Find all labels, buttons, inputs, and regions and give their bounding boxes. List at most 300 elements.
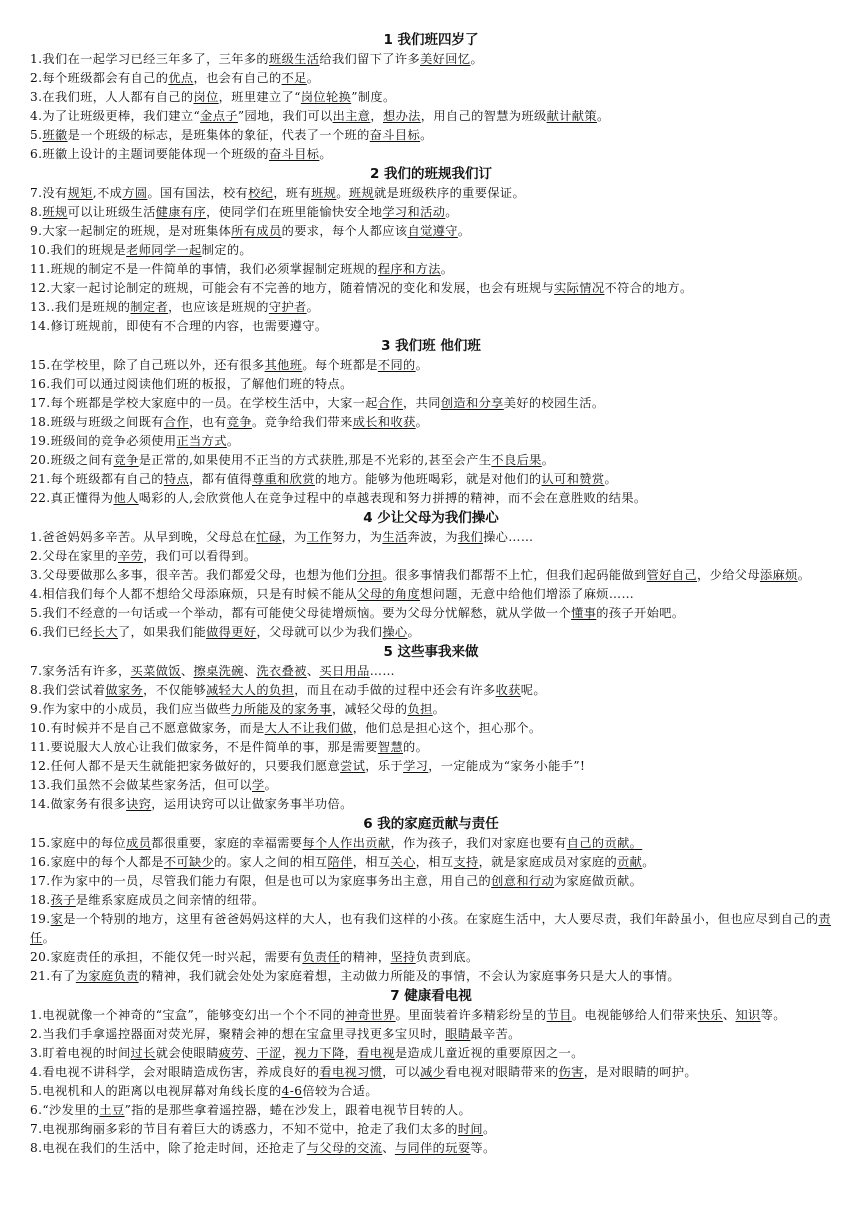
underlined-keyword: 坚持 bbox=[390, 950, 416, 964]
underlined-keyword: 班级生活 bbox=[269, 52, 320, 66]
text-run: ，也有 bbox=[189, 415, 227, 429]
lesson-title: 7 健康看电视 bbox=[390, 988, 472, 1004]
text-run: 4.看电视不讲科学，会对眼睛造成伤害，养成良好的 bbox=[30, 1065, 320, 1079]
text-run: 。竞争给我们带来 bbox=[252, 415, 353, 429]
underlined-keyword: 正当方式 bbox=[176, 434, 227, 448]
lesson-title: 5 这些事我来做 bbox=[383, 644, 479, 660]
numbered-point bbox=[30, 872, 832, 891]
underlined-keyword: 尊重和欣赏 bbox=[252, 472, 315, 486]
underlined-keyword: 合作 bbox=[163, 415, 190, 429]
underlined-keyword: 创造和分享 bbox=[440, 396, 504, 410]
text-run: ，他们总是担心这个，担心那个。 bbox=[352, 721, 542, 735]
text-run: ，作为孩子，我们对家庭也要有 bbox=[390, 836, 567, 850]
text-run: ，相互 bbox=[352, 855, 391, 869]
numbered-point bbox=[30, 547, 832, 566]
underlined-keyword: 支持 bbox=[453, 855, 479, 869]
text-run: 5.我们不经意的一句话或一个举动，都有可能使父母徒增烦恼。要为父母分忧解愁，就从学做一个 bbox=[30, 606, 572, 620]
text-run: 13.我们虽然不会做某些家务活，但可以 bbox=[30, 778, 252, 792]
numbered-point bbox=[30, 88, 832, 107]
underlined-keyword: 不可缺少 bbox=[163, 855, 215, 869]
numbered-point bbox=[30, 470, 832, 489]
underlined-keyword: 疲劳 bbox=[218, 1046, 244, 1060]
text-run: 看电视对眼睛带来的 bbox=[445, 1065, 559, 1079]
numbered-point bbox=[30, 738, 832, 757]
numbered-point bbox=[30, 1120, 832, 1139]
text-run: ，班有 bbox=[273, 186, 312, 200]
underlined-keyword: 看电视 bbox=[357, 1046, 395, 1060]
underlined-keyword: 健康有序 bbox=[155, 205, 207, 219]
numbered-point bbox=[30, 260, 832, 279]
text-run: 不符合的地方。 bbox=[604, 281, 693, 295]
text-run: 就是班级秩序的重要保证。 bbox=[374, 186, 526, 200]
text-run: ，我们可以看得到。 bbox=[143, 549, 257, 563]
text-run: ，也应该是班规的 bbox=[168, 300, 269, 314]
text-run: 18. bbox=[30, 893, 51, 907]
underlined-keyword: 操心 bbox=[382, 625, 408, 639]
underlined-keyword: 与同伴的玩耍 bbox=[394, 1141, 471, 1155]
text-run: ，不仅能够 bbox=[143, 683, 207, 697]
underlined-keyword: 老师同学一起 bbox=[126, 243, 202, 257]
numbered-point bbox=[30, 1044, 832, 1063]
text-run: 。 bbox=[797, 568, 811, 582]
text-run: 的精神， bbox=[340, 950, 391, 964]
text-run: ， bbox=[344, 1046, 358, 1060]
text-run: ，可以 bbox=[382, 1065, 421, 1079]
underlined-keyword: 做得更好 bbox=[206, 625, 257, 639]
underlined-keyword: 负担 bbox=[407, 702, 433, 716]
text-run: 制定的。 bbox=[201, 243, 252, 257]
underlined-keyword: 合作 bbox=[377, 396, 404, 410]
underlined-keyword: 长大 bbox=[92, 625, 118, 639]
numbered-point bbox=[30, 948, 832, 967]
numbered-point bbox=[30, 700, 832, 719]
underlined-keyword: 买日用品 bbox=[319, 664, 370, 678]
underlined-keyword: 智慧 bbox=[377, 740, 404, 754]
underlined-keyword: 节目 bbox=[546, 1008, 572, 1022]
text-run: ，运用诀窍可以让做家务事半功倍。 bbox=[151, 797, 353, 811]
numbered-point bbox=[30, 891, 832, 910]
text-run: 。 bbox=[483, 1122, 496, 1136]
underlined-keyword: 成员 bbox=[126, 836, 152, 850]
numbered-point bbox=[30, 184, 832, 203]
text-run: 给我们留下了许多 bbox=[319, 52, 421, 66]
text-run: 。 bbox=[541, 453, 555, 467]
text-run: 17.每个班都是学校大家庭中的一员。在学校生活中，大家一起 bbox=[30, 396, 378, 410]
underlined-keyword: 实际情况 bbox=[554, 281, 605, 295]
text-run: 。 bbox=[336, 186, 349, 200]
underlined-keyword: 视力下降 bbox=[294, 1046, 345, 1060]
underlined-keyword: 力所能及的家务事 bbox=[231, 702, 332, 716]
text-run: ，一定能成为“家务小能手”! bbox=[428, 759, 586, 773]
numbered-point bbox=[30, 317, 832, 336]
underlined-keyword: 收获 bbox=[495, 683, 521, 697]
text-run: 19. bbox=[30, 912, 51, 926]
underlined-keyword: 特点 bbox=[163, 472, 190, 486]
underlined-keyword: 大人不让我们做 bbox=[264, 721, 353, 735]
text-run: 3.父母要做那么多事，很辛苦。我们都爱父母，也想为他们 bbox=[30, 568, 358, 582]
text-run: 想问题，无意中给他们增添了麻烦…… bbox=[420, 587, 635, 601]
text-run: 。 bbox=[457, 224, 471, 238]
numbered-point bbox=[30, 375, 832, 394]
text-run: ，减轻父母的 bbox=[331, 702, 408, 716]
lesson-title: 6 我的家庭贡献与责任 bbox=[363, 816, 499, 832]
text-run: 就会使眼睛 bbox=[155, 1046, 219, 1060]
text-run: 12.大家一起讨论制定的班规，可能会有不完善的地方，随着情况的变化和发展，也会有班规与 bbox=[30, 281, 555, 295]
underlined-keyword: 所有成员 bbox=[231, 224, 282, 238]
underlined-keyword: 规矩 bbox=[67, 186, 93, 200]
underlined-keyword: 伤害 bbox=[558, 1065, 584, 1079]
underlined-keyword: 自觉遵守 bbox=[407, 224, 458, 238]
text-run: 负责到底。 bbox=[415, 950, 479, 964]
text-run: ，也会有自己的 bbox=[193, 71, 282, 85]
numbered-point bbox=[30, 853, 832, 872]
text-run: 9.大家一起制定的班规，是对班集体 bbox=[30, 224, 232, 238]
text-run: …… bbox=[369, 664, 395, 678]
text-run: ，而且在动手做的过程中还会有许多 bbox=[294, 683, 496, 697]
text-run: 17.作为家中的一员，尽管我们能力有限，但是也可以为家庭事务出主意，用自己的 bbox=[30, 874, 492, 888]
text-run: 22.真正懂得为 bbox=[30, 491, 114, 505]
underlined-keyword: 奋斗目标 bbox=[269, 147, 320, 161]
text-run: ，共同 bbox=[403, 396, 441, 410]
underlined-keyword: 我们 bbox=[457, 530, 484, 544]
text-run: 18.班级与班级之间既有 bbox=[30, 415, 164, 429]
numbered-point bbox=[30, 50, 832, 69]
text-run: 美好的校园生活。 bbox=[503, 396, 605, 410]
underlined-keyword: 守护者 bbox=[268, 300, 307, 314]
text-run: 、 bbox=[243, 1046, 257, 1060]
numbered-point bbox=[30, 279, 832, 298]
underlined-keyword: 干涩 bbox=[256, 1046, 282, 1060]
text-run: 16.家庭中的每个人都是 bbox=[30, 855, 164, 869]
text-run: 奔波，为 bbox=[407, 530, 458, 544]
underlined-keyword: 竞争 bbox=[113, 453, 139, 467]
lesson-title: 2 我们的班规我们订 bbox=[369, 166, 493, 182]
text-run: 。很多事情我们都帮不上忙，但我们起码能做到 bbox=[382, 568, 647, 582]
underlined-keyword: 美好回忆 bbox=[420, 52, 471, 66]
numbered-point bbox=[30, 967, 832, 986]
text-run: ，少给父母 bbox=[697, 568, 760, 582]
underlined-keyword: 减少 bbox=[420, 1065, 446, 1079]
underlined-keyword: 陪伴 bbox=[327, 855, 353, 869]
text-run: 。 bbox=[306, 300, 320, 314]
underlined-keyword: 学习和活动 bbox=[382, 205, 446, 219]
text-run: ”制度。 bbox=[351, 90, 396, 104]
underlined-keyword: 岗位轮换 bbox=[300, 90, 352, 104]
underlined-keyword: 做家务 bbox=[105, 683, 144, 697]
text-run: 7.家务活有许多， bbox=[30, 664, 131, 678]
text-run: 。 bbox=[415, 358, 429, 372]
text-run: ，班里建立了“ bbox=[218, 90, 301, 104]
text-run: ， bbox=[370, 109, 383, 123]
underlined-keyword: 父母的角度 bbox=[357, 587, 421, 601]
text-run: 1.电视就像一个神奇的“宝盒”，能够变幻出一个个不同的 bbox=[30, 1008, 346, 1022]
text-run: 、 bbox=[180, 664, 194, 678]
text-run: ，乐于 bbox=[365, 759, 404, 773]
underlined-keyword: 时间 bbox=[457, 1122, 484, 1136]
text-run: 倍较为合适。 bbox=[302, 1084, 378, 1098]
underlined-keyword: 知识 bbox=[735, 1008, 761, 1022]
text-run: 12.任何人都不是天生就能把家务做好的，只要我们愿意 bbox=[30, 759, 341, 773]
text-run: 了，如果我们能 bbox=[117, 625, 207, 639]
text-run: 16.我们可以通过阅读他们班的板报，了解他们班的特点。 bbox=[30, 377, 353, 391]
text-run: 。 bbox=[604, 472, 618, 486]
text-run: ，都有值得 bbox=[189, 472, 252, 486]
underlined-keyword: 他人 bbox=[113, 491, 139, 505]
text-run: ， bbox=[281, 1046, 295, 1060]
text-run: 4.相信我们每个人都不想给父母添麻烦，只是有时候不能从 bbox=[30, 587, 358, 601]
numbered-point bbox=[30, 451, 832, 470]
underlined-keyword: 班规 bbox=[311, 186, 337, 200]
numbered-point bbox=[30, 203, 832, 222]
text-run: 为家庭做贡献。 bbox=[554, 874, 643, 888]
lesson-title: 4 少让父母为我们操心 bbox=[363, 510, 499, 526]
numbered-point bbox=[30, 604, 832, 623]
underlined-keyword: 神奇世界 bbox=[345, 1008, 396, 1022]
numbered-point bbox=[30, 566, 832, 585]
underlined-keyword: 分担 bbox=[357, 568, 383, 582]
text-run: 5. bbox=[30, 128, 43, 142]
underlined-keyword: 班徽 bbox=[42, 128, 68, 142]
underlined-keyword: 4-6 bbox=[281, 1084, 303, 1098]
underlined-keyword: 擦桌洗碗 bbox=[193, 664, 244, 678]
text-run: 5.电视机和人的距离以电视屏幕对角线长度的 bbox=[30, 1084, 282, 1098]
numbered-point bbox=[30, 757, 832, 776]
text-run: 、 bbox=[722, 1008, 736, 1022]
text-run: 。 bbox=[226, 434, 240, 448]
underlined-keyword: 为家庭负责 bbox=[75, 969, 139, 983]
text-run: 1.我们在一起学习已经三年多了，三年多的 bbox=[30, 52, 270, 66]
text-run: 。 bbox=[407, 625, 421, 639]
text-run: 。 bbox=[642, 855, 655, 869]
underlined-keyword: 想办法 bbox=[382, 109, 421, 123]
underlined-keyword: 不同的 bbox=[377, 358, 416, 372]
underlined-keyword: 学习 bbox=[403, 759, 429, 773]
lesson-title: 1 我们班四岁了 bbox=[383, 32, 479, 48]
numbered-point bbox=[30, 432, 832, 451]
text-run: 9.作为家中的小成员，我们应当做些 bbox=[30, 702, 232, 716]
underlined-keyword: 方圆 bbox=[122, 186, 148, 200]
numbered-point bbox=[30, 776, 832, 795]
underlined-keyword: 竞争 bbox=[226, 415, 253, 429]
text-run: 。 bbox=[445, 205, 458, 219]
text-run: ，为 bbox=[281, 530, 307, 544]
text-run: 操心…… bbox=[483, 530, 534, 544]
underlined-keyword: 奋斗目标 bbox=[369, 128, 421, 142]
text-run: 呢。 bbox=[520, 683, 546, 697]
underlined-keyword: 土豆 bbox=[99, 1103, 125, 1117]
numbered-point bbox=[30, 394, 832, 413]
text-run: 11.班规的制定不是一件简单的事情，我们必须掌握制定班规的 bbox=[30, 262, 378, 276]
underlined-keyword: 关心 bbox=[390, 855, 416, 869]
underlined-keyword: 制定者 bbox=[130, 300, 169, 314]
numbered-point bbox=[30, 795, 832, 814]
text-run: 。 bbox=[432, 702, 446, 716]
numbered-point bbox=[30, 681, 832, 700]
text-run: ，父母就可以少为我们 bbox=[256, 625, 383, 639]
numbered-point bbox=[30, 356, 832, 375]
numbered-point bbox=[30, 1082, 832, 1101]
text-run: 19.班级间的竞争必须使用 bbox=[30, 434, 177, 448]
underlined-keyword: 快乐 bbox=[697, 1008, 723, 1022]
text-run: ，相互 bbox=[415, 855, 454, 869]
text-run: 。每个班都是 bbox=[302, 358, 378, 372]
underlined-keyword: 与父母的交流 bbox=[306, 1141, 383, 1155]
text-run: 是一个特别的地方，这里有爸爸妈妈这样的大人，也有我们这样的小孩。在家庭生活中，大人要尽责，我们年龄虽小，但也应尽到自己的 bbox=[63, 912, 819, 926]
text-run: 3.在我们班，人人都有自己的 bbox=[30, 90, 194, 104]
numbered-point bbox=[30, 834, 832, 853]
underlined-keyword: 责任 bbox=[30, 912, 832, 945]
text-run: 。 bbox=[420, 128, 433, 142]
underlined-keyword: 成长和收获 bbox=[352, 415, 416, 429]
text-run: 4.为了让班级更棒，我们建立“ bbox=[30, 109, 201, 123]
underlined-keyword: 过长 bbox=[130, 1046, 156, 1060]
underlined-keyword: 生活 bbox=[382, 530, 408, 544]
underlined-keyword: 校纪 bbox=[248, 186, 274, 200]
underlined-keyword: 程序和方法 bbox=[377, 262, 441, 276]
text-run: 20.家庭责任的承担，不能仅凭一时兴起，需要有 bbox=[30, 950, 303, 964]
text-run: 。 bbox=[440, 262, 454, 276]
text-run: 努力，为 bbox=[331, 530, 383, 544]
text-run: ，是对眼睛的呵护。 bbox=[583, 1065, 698, 1079]
text-run: 是正常的,如果使用不正当的方式获胜,那是不光彩的,甚至会产生 bbox=[138, 453, 492, 467]
text-run: 的要求，每个人都应该 bbox=[281, 224, 408, 238]
text-run: 、 bbox=[243, 664, 257, 678]
text-run: ，用自己的智慧为班级 bbox=[420, 109, 547, 123]
text-run: 的精神，我们就会处处为家庭着想，主动做力所能及的事情，不会认为家庭事务只是大人的事情。 bbox=[138, 969, 680, 983]
text-run: 最辛苦。 bbox=[470, 1027, 521, 1041]
text-run: 6.我们已经 bbox=[30, 625, 93, 639]
underlined-keyword: 看电视习惯 bbox=[319, 1065, 383, 1079]
underlined-keyword: 辛劳 bbox=[117, 549, 144, 563]
text-run: 8. bbox=[30, 205, 43, 219]
underlined-keyword: 眼睛 bbox=[445, 1027, 471, 1041]
underlined-keyword: 工作 bbox=[306, 530, 332, 544]
text-run: 。电视能够给人们带来 bbox=[571, 1008, 698, 1022]
numbered-point bbox=[30, 69, 832, 88]
text-run: 8.电视在我们的生活中，除了抢走时间，还抢走了 bbox=[30, 1141, 307, 1155]
text-run: 等。 bbox=[470, 1141, 496, 1155]
text-run: 13..我们是班规的 bbox=[30, 300, 131, 314]
underlined-keyword: 优点 bbox=[168, 71, 194, 85]
text-run: 的地方。能够为他班喝彩，就是对他们的 bbox=[314, 472, 542, 486]
underlined-keyword: 贡献 bbox=[617, 855, 643, 869]
text-run: 、 bbox=[382, 1141, 395, 1155]
underlined-keyword: 减轻大人的负担 bbox=[206, 683, 295, 697]
numbered-point bbox=[30, 489, 832, 508]
numbered-point bbox=[30, 126, 832, 145]
text-run: 。 bbox=[319, 147, 332, 161]
underlined-keyword: 负责任 bbox=[302, 950, 341, 964]
text-run: 8.我们尝试着 bbox=[30, 683, 106, 697]
text-run: 21.有了 bbox=[30, 969, 76, 983]
underlined-keyword: 其他班 bbox=[264, 358, 303, 372]
text-run: 。里面装着许多精彩纷呈的 bbox=[395, 1008, 547, 1022]
text-run: 2.每个班级都会有自己的 bbox=[30, 71, 169, 85]
numbered-point bbox=[30, 1139, 832, 1158]
numbered-point bbox=[30, 910, 832, 948]
text-run: 15.家庭中的每位 bbox=[30, 836, 127, 850]
text-run: ，就是家庭成员对家庭的 bbox=[478, 855, 618, 869]
text-run: 15.在学校里，除了自己班以外，还有很多 bbox=[30, 358, 265, 372]
text-run: 等。 bbox=[760, 1008, 786, 1022]
text-run: 。 bbox=[596, 109, 610, 123]
text-run: 21.每个班级都有自己的 bbox=[30, 472, 164, 486]
text-run: 14.做家务有很多 bbox=[30, 797, 127, 811]
text-run: ，使同学们在班里能愉快安全地 bbox=[206, 205, 383, 219]
underlined-keyword: 诀窍 bbox=[126, 797, 152, 811]
text-run: 的孩子开始吧。 bbox=[596, 606, 685, 620]
text-run: 11.要说服大人放心让我们做家务，不是件简单的事，那是需要 bbox=[30, 740, 378, 754]
underlined-keyword: 不足 bbox=[281, 71, 307, 85]
lesson-title: 3 我们班 他们班 bbox=[381, 338, 481, 354]
underlined-keyword: 自己的贡献。 bbox=[566, 836, 643, 850]
underlined-keyword: 学 bbox=[251, 778, 265, 792]
text-run: 7.没有 bbox=[30, 186, 68, 200]
text-run: 、 bbox=[306, 664, 320, 678]
text-run: 是一个班级的标志，是班集体的象征，代表了一个班的 bbox=[67, 128, 370, 142]
underlined-keyword: 孩子 bbox=[50, 893, 76, 907]
underlined-keyword: 添麻烦 bbox=[759, 568, 798, 582]
text-run: ”园地，我们可以 bbox=[237, 109, 333, 123]
text-run: 。 bbox=[415, 415, 429, 429]
text-run: 是造成儿童近视的重要原因之一。 bbox=[394, 1046, 584, 1060]
underlined-keyword: 买菜做饭 bbox=[130, 664, 181, 678]
text-run: 。 bbox=[306, 71, 320, 85]
numbered-point bbox=[30, 662, 832, 681]
text-run: 。 bbox=[470, 52, 484, 66]
text-run: 。 bbox=[264, 778, 278, 792]
numbered-point bbox=[30, 1025, 832, 1044]
text-run: 7.电视那绚丽多彩的节目有着巨大的诱惑力，不知不觉中，抢走了我们太多的 bbox=[30, 1122, 458, 1136]
underlined-keyword: 懂事 bbox=[571, 606, 597, 620]
numbered-point bbox=[30, 241, 832, 260]
underlined-keyword: 每个人作出贡献 bbox=[302, 836, 391, 850]
underlined-keyword: 金点子 bbox=[200, 109, 238, 123]
numbered-point bbox=[30, 145, 832, 164]
text-run: 10.有时候并不是自己不愿意做家务，而是 bbox=[30, 721, 265, 735]
numbered-point bbox=[30, 1101, 832, 1120]
numbered-point bbox=[30, 719, 832, 738]
underlined-keyword: 尝试 bbox=[340, 759, 366, 773]
numbered-point bbox=[30, 585, 832, 604]
text-run: 2.当我们手拿遥控器面对荧光屏，聚精会神的想在宝盒里寻找更多宝贝时， bbox=[30, 1027, 446, 1041]
text-run: 14.修订班规前，即使有不合理的内容，也需要遵守。 bbox=[30, 319, 328, 333]
underlined-keyword: 班规 bbox=[348, 186, 375, 200]
underlined-keyword: 出主意 bbox=[332, 109, 371, 123]
numbered-point bbox=[30, 623, 832, 642]
underlined-keyword: 不良后果 bbox=[491, 453, 542, 467]
underlined-keyword: 献计献策 bbox=[546, 109, 597, 123]
numbered-point bbox=[30, 528, 832, 547]
text-run: 10.我们的班规是 bbox=[30, 243, 127, 257]
text-run: 是维系家庭成员之间亲情的纽带。 bbox=[75, 893, 265, 907]
text-run: 20.班级之间有 bbox=[30, 453, 114, 467]
numbered-point bbox=[30, 222, 832, 241]
text-run: 6.班徽上设计的主题词要能体现一个班级的 bbox=[30, 147, 270, 161]
text-run: ,不成 bbox=[92, 186, 123, 200]
text-run: 2.父母在家里的 bbox=[30, 549, 118, 563]
underlined-keyword: 洗衣叠被 bbox=[256, 664, 307, 678]
numbered-point bbox=[30, 298, 832, 317]
underlined-keyword: 班规 bbox=[42, 205, 68, 219]
text-run: 可以让班级生活 bbox=[67, 205, 156, 219]
numbered-point bbox=[30, 1063, 832, 1082]
text-run: 。国有国法，校有 bbox=[147, 186, 249, 200]
numbered-point bbox=[30, 1006, 832, 1025]
underlined-keyword: 家 bbox=[50, 912, 64, 926]
text-run: 的。家人之间的相互 bbox=[214, 855, 328, 869]
underlined-keyword: 创意和行动 bbox=[491, 874, 555, 888]
